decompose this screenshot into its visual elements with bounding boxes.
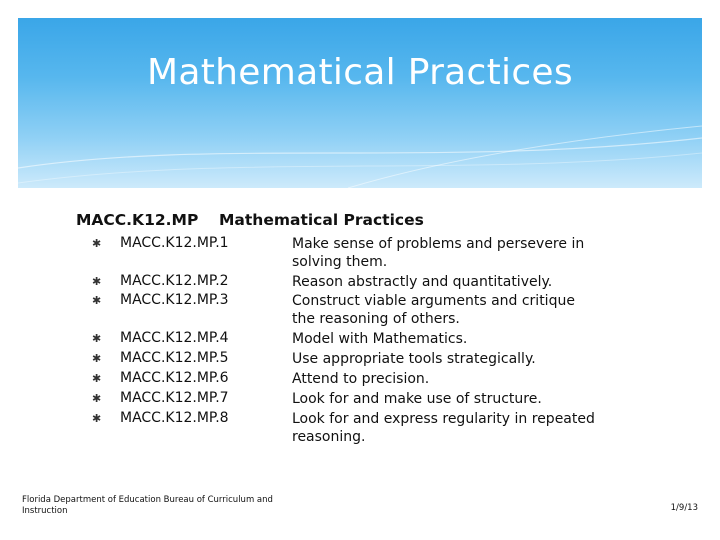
practice-description: Construct viable arguments and critique the reasoning of others. (292, 293, 575, 327)
heading-label: Mathematical Practices (219, 211, 424, 229)
practice-description: Attend to precision. (292, 371, 430, 387)
asterisk-bullet-icon: ✱ (92, 237, 102, 250)
practice-code: MACC.K12.MP.4 (120, 330, 229, 346)
practice-code: MACC.K12.MP.1 (120, 235, 229, 251)
heading-code: MACC.K12.MP (76, 211, 199, 229)
list-item (92, 292, 229, 308)
list-item (92, 330, 229, 346)
practice-code: MACC.K12.MP.2 (120, 273, 229, 289)
section-heading (76, 211, 424, 229)
practice-description: Use appropriate tools strategically. (292, 351, 536, 367)
practice-description: Make sense of problems and persevere in solving them. (292, 236, 585, 270)
footer-source: Florida Department of Education Bureau of Curriculum and Instruction (22, 495, 273, 516)
asterisk-bullet-icon: ✱ (92, 372, 102, 385)
practice-description: Look for and express regularity in repeated reasoning. (292, 411, 595, 445)
list-item (92, 410, 229, 426)
list-item (92, 370, 229, 386)
asterisk-bullet-icon: ✱ (92, 392, 102, 405)
practice-description: Look for and make use of structure. (292, 391, 542, 407)
title-banner (18, 18, 702, 188)
practice-code: MACC.K12.MP.8 (120, 410, 229, 426)
practice-description: Model with Mathematics. (292, 331, 468, 347)
practice-code: MACC.K12.MP.7 (120, 390, 229, 406)
asterisk-bullet-icon: ✱ (92, 352, 102, 365)
list-item (92, 273, 229, 289)
practice-code: MACC.K12.MP.5 (120, 350, 229, 366)
practice-code: MACC.K12.MP.6 (120, 370, 229, 386)
asterisk-bullet-icon: ✱ (92, 332, 102, 345)
asterisk-bullet-icon: ✱ (92, 412, 102, 425)
list-item (92, 350, 229, 366)
practice-description: Reason abstractly and quantitatively. (292, 274, 553, 290)
slide-title: Mathematical Practices (147, 52, 573, 93)
banner-swoosh-decoration (18, 18, 702, 188)
practice-code: MACC.K12.MP.3 (120, 292, 229, 308)
asterisk-bullet-icon: ✱ (92, 275, 102, 288)
asterisk-bullet-icon: ✱ (92, 294, 102, 307)
footer-date: 1/9/13 (670, 503, 698, 513)
list-item (92, 235, 229, 251)
list-item (92, 390, 229, 406)
